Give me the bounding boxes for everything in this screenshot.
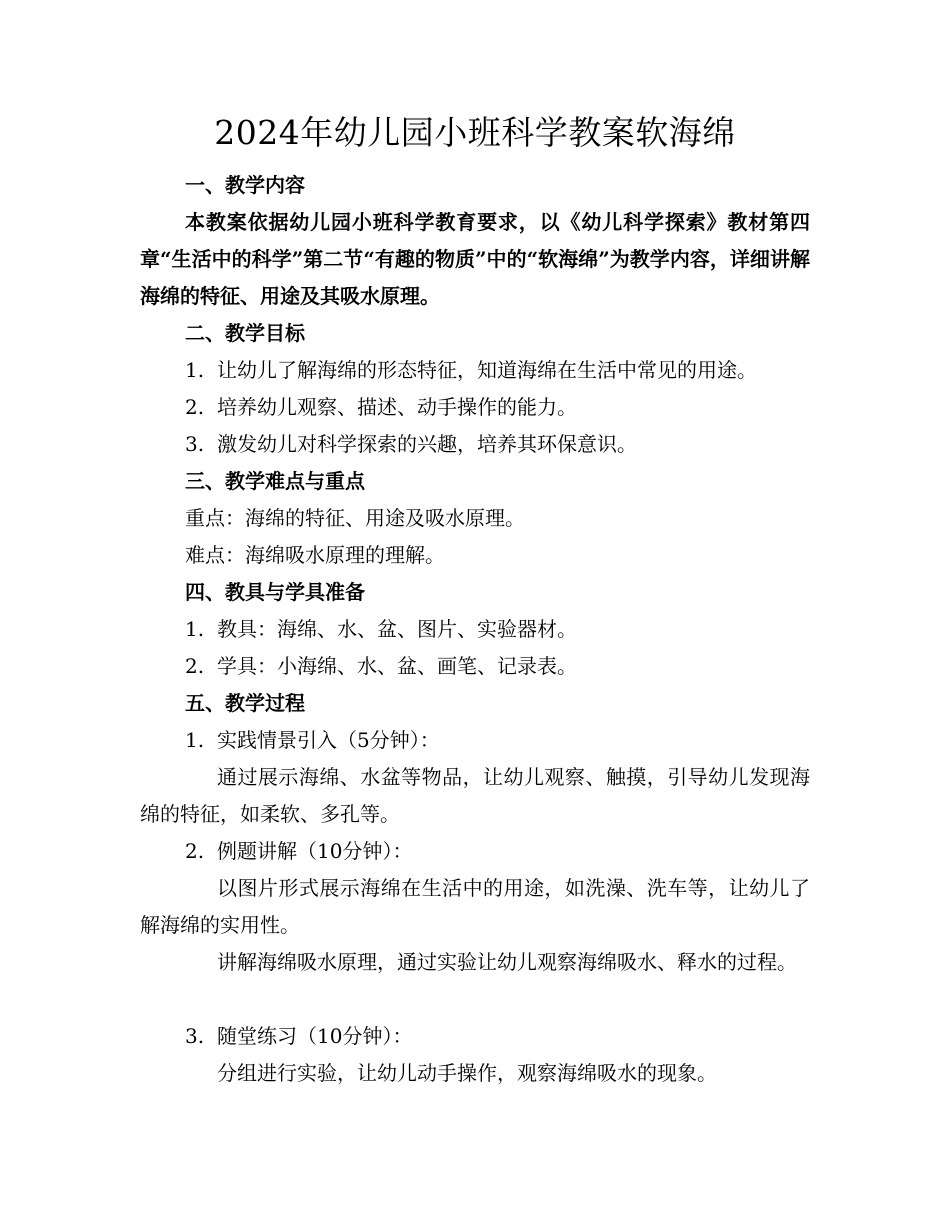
section-4-heading: 四、教具与学具准备 bbox=[185, 580, 365, 604]
item-number: 2. bbox=[185, 654, 205, 678]
process-step-label bbox=[140, 833, 855, 870]
objective-item bbox=[140, 426, 855, 463]
material-item bbox=[140, 611, 855, 648]
step-number: 3. bbox=[185, 1024, 205, 1048]
material-item bbox=[140, 648, 855, 685]
item-number: 2. bbox=[185, 395, 205, 419]
item-text: 培养幼儿观察、描述、动手操作的能力。 bbox=[217, 395, 577, 419]
process-step-label bbox=[140, 722, 855, 759]
item-number: 3. bbox=[185, 432, 205, 456]
objective-item bbox=[140, 389, 855, 426]
process-step-paragraph: 讲解海绵吸水原理，通过实验让幼儿观察海绵吸水、释水的过程。 bbox=[217, 950, 797, 974]
process-step-label bbox=[140, 1018, 855, 1055]
process-step-paragraph: 以图片形式展示海绵在生活中的用途，如洗澡、洗车等，让幼儿了解海绵的实用性。 bbox=[140, 876, 810, 937]
section-3-heading: 三、教学难点与重点 bbox=[185, 469, 365, 493]
item-number: 1. bbox=[185, 617, 205, 641]
step-number: 1. bbox=[185, 728, 205, 752]
objective-item bbox=[140, 352, 855, 389]
difficult-point-text: 难点：海绵吸水原理的理解。 bbox=[185, 543, 445, 567]
step-label: 例题讲解（10分钟）： bbox=[217, 839, 413, 863]
step-number: 2. bbox=[185, 839, 205, 863]
section-5-heading: 五、教学过程 bbox=[185, 691, 305, 715]
item-text: 学具：小海绵、水、盆、画笔、记录表。 bbox=[217, 654, 577, 678]
document-title: 2024年幼儿园小班科学教案软海绵 bbox=[214, 113, 736, 152]
step-label: 随堂练习（10分钟）： bbox=[217, 1024, 413, 1048]
process-step-paragraph: 分组进行实验，让幼儿动手操作，观察海绵吸水的现象。 bbox=[217, 1061, 717, 1085]
item-number: 1. bbox=[185, 358, 205, 382]
key-point-text: 重点：海绵的特征、用途及吸水原理。 bbox=[185, 506, 525, 530]
item-text: 激发幼儿对科学探索的兴趣，培养其环保意识。 bbox=[217, 432, 637, 456]
section-1-body: 本教案依据幼儿园小班科学教育要求，以《幼儿科学探索》教材第四章“生活中的科学”第二节“有趣的物质”中的“软海绵”为教学内容，详细讲解海绵的特征、用途及其吸水原理。 bbox=[140, 210, 810, 308]
step-label: 实践情景引入（5分钟）： bbox=[217, 728, 440, 752]
process-step-paragraph: 通过展示海绵、水盆等物品，让幼儿观察、触摸，引导幼儿发现海绵的特征，如柔软、多孔等。 bbox=[140, 765, 810, 826]
item-text: 教具：海绵、水、盆、图片、实验器材。 bbox=[217, 617, 577, 641]
section-1-heading: 一、教学内容 bbox=[185, 173, 305, 197]
section-2-heading: 二、教学目标 bbox=[185, 321, 305, 345]
item-text: 让幼儿了解海绵的形态特征，知道海绵在生活中常见的用途。 bbox=[217, 358, 757, 382]
